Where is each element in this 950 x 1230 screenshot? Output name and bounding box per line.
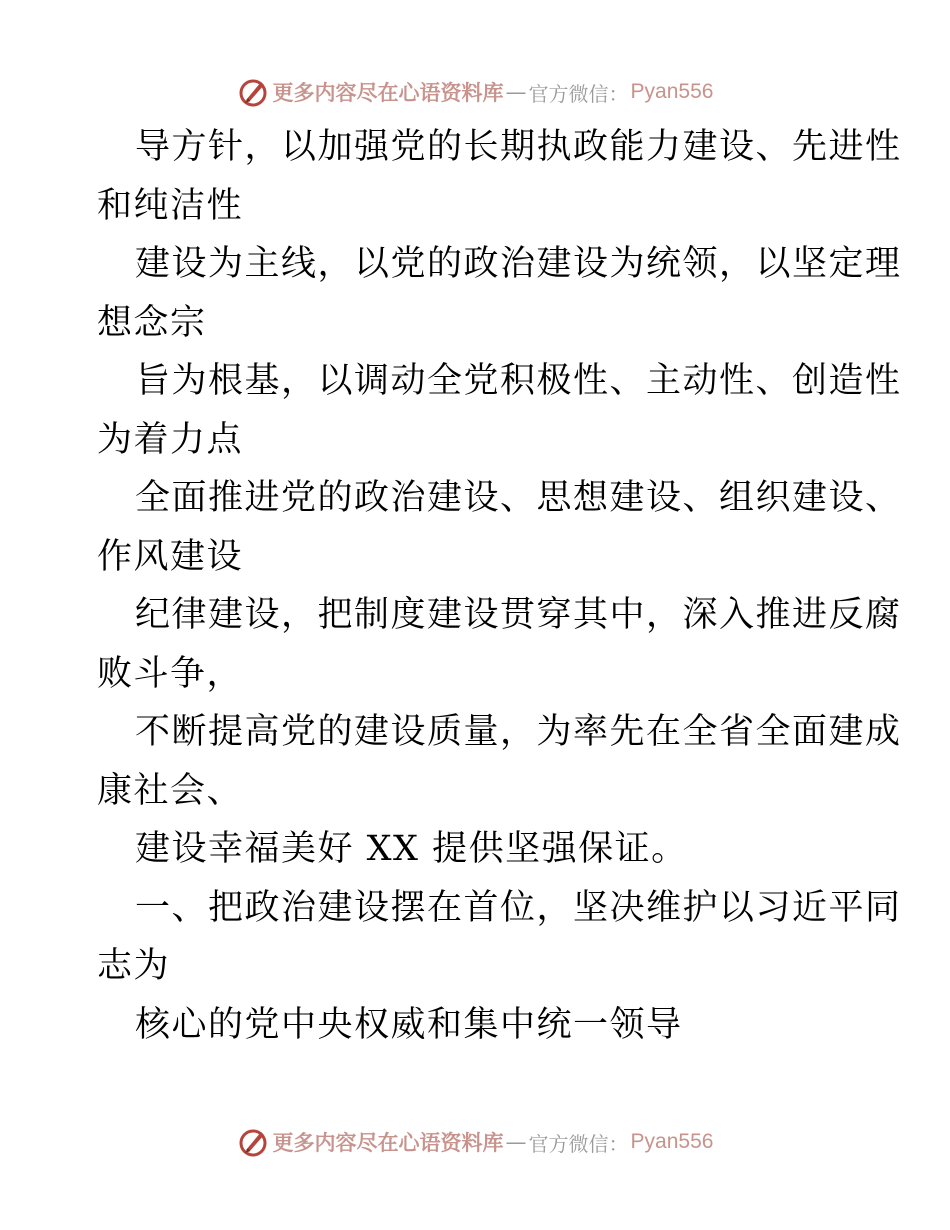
- text-line: 康社会、: [97, 770, 244, 811]
- footer-watermark: [0, 1122, 950, 1162]
- text-line: 作风建设: [97, 536, 244, 577]
- quill-logo-icon: [237, 76, 269, 108]
- watermark-dash: —: [505, 1130, 527, 1154]
- text-line: 旨为根基，以调动全党积极性、主动性、创造性: [135, 361, 902, 401]
- watermark-dash: —: [505, 80, 527, 104]
- watermark-official: 官方微信：: [528, 81, 629, 106]
- text-line: 建设为主线，以党的政治建设为统领，以坚定理: [135, 244, 902, 284]
- text-line: 为着力点: [97, 419, 244, 460]
- text-line: 不断提高党的建设质量，为率先在全省全面建成: [135, 712, 902, 752]
- text-line: 全面推进党的政治建设、思想建设、组织建设、: [135, 478, 902, 518]
- text-line: 志为: [97, 946, 171, 986]
- header-watermark: [0, 72, 950, 112]
- text-line: 败斗争，: [97, 653, 244, 694]
- watermark-id: Pyan556: [630, 80, 714, 103]
- text-line: 一、把政治建设摆在首位，坚决维护以习近平同: [135, 887, 902, 928]
- text-line: 和纯洁性: [97, 185, 244, 226]
- text-line: 导方针，以加强党的长期执政能力建设、先进性: [135, 127, 902, 167]
- document-body: [97, 118, 902, 1054]
- text-line: 建设幸福美好 XX 提供坚强保证。: [135, 829, 688, 869]
- watermark-official: 官方微信：: [528, 1131, 629, 1156]
- watermark-name: 更多内容尽在心语资料库: [272, 80, 504, 105]
- quill-logo-icon: [237, 1126, 269, 1158]
- text-line: 纪律建设，把制度建设贯穿其中，深入推进反腐: [135, 595, 902, 635]
- watermark-id: Pyan556: [630, 1130, 714, 1153]
- text-line: 核心的党中央权威和集中统一领导: [135, 1004, 683, 1045]
- text-line: 想念宗: [97, 302, 207, 343]
- watermark-name: 更多内容尽在心语资料库: [272, 1130, 504, 1155]
